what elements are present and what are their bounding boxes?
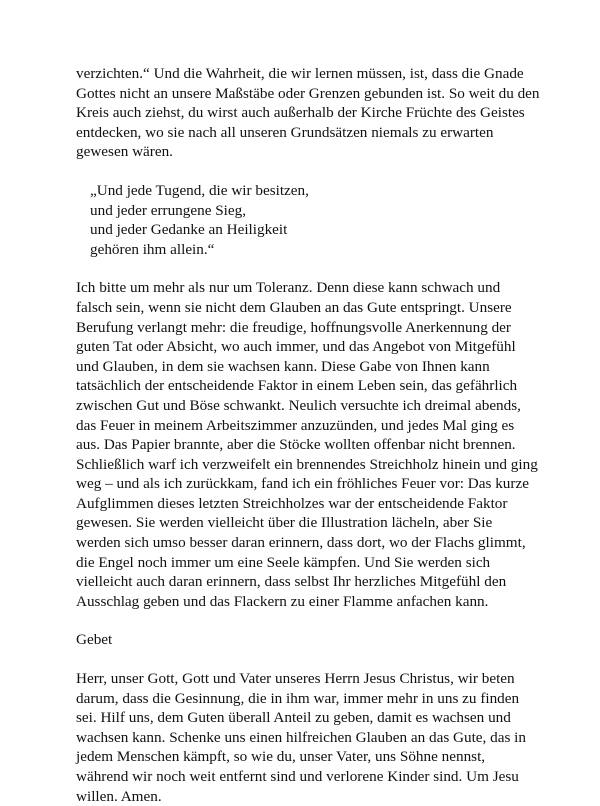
- paragraph-intro: [76, 64, 544, 162]
- text-line: sei. Hilf uns, dem Guten überall Anteil zu geben, damit es wachsen und: [76, 709, 511, 727]
- paragraph-prayer: [76, 669, 544, 806]
- text-line: aus. Das Papier brannte, aber die Stöcke wollten offenbar nicht brennen.: [76, 436, 516, 454]
- poem-line: „Und jede Tugend, die wir besitzen,: [90, 181, 309, 199]
- text-line: die Engel noch immer um eine Seele kämpfen. Und Sie werden sich: [76, 553, 491, 571]
- text-line: jedem Menschen kämpft, so wie du, unser Vater, uns Söhne nennst,: [76, 748, 486, 766]
- text-line: Schließlich warf ich verzweifelt ein brennendes Streichholz hinein und ging: [76, 455, 538, 473]
- paragraph-tolerance: [76, 278, 544, 611]
- text-line: zwischen Gut und Böse schwankt. Neulich versuchte ich dreimal abends,: [76, 396, 521, 414]
- text-line: darum, dass die Gesinnung, die in ihm war, immer mehr in uns zu finden: [76, 689, 520, 707]
- text-line: weg – und als ich zurückkam, fand ich ein fröhliches Feuer vor: Das kurze: [76, 475, 529, 493]
- text-line: verzichten.“ Und die Wahrheit, die wir lernen müssen, ist, dass die Gnade: [76, 65, 524, 82]
- poem-line: gehören ihm allein.“: [90, 240, 215, 258]
- text-line: während wir noch weit entfernt sind und verlorene Kinder sind. Um Jesu: [76, 768, 519, 785]
- text-line: falsch sein, wenn sie nicht dem Glauben an das Gute entspringt. Unsere: [76, 298, 512, 316]
- text-line: Gottes nicht an unsere Maßstäbe oder Grenzen gebunden ist. So weit du den: [76, 84, 540, 102]
- section-heading: Gebet: [76, 631, 113, 649]
- text-line: wachsen kann. Schenke uns einen hilfreichen Glauben an das Gute, das in: [76, 728, 526, 746]
- poem-line: und jeder Gedanke an Heiligkeit: [90, 221, 288, 239]
- document-page: [76, 64, 544, 806]
- text-line: guten Tat oder Absicht, wo auch immer, und das Angebot von Mitgefühl: [76, 338, 516, 356]
- text-line: gewesen wären.: [76, 143, 173, 161]
- text-line: Aufglimmen dieses letzten Streichholzes war der entscheidende Faktor: [76, 494, 508, 512]
- text-line: werden sich umso besser daran erinnern, dass dort, wo der Flachs glimmt,: [76, 534, 526, 552]
- text-line: tatsächlich der entscheidende Faktor in einem Leben sein, das gefährlich: [76, 377, 518, 395]
- text-line: und Glauben, in dem sie wachsen kann. Diese Gabe von Ihnen kann: [76, 357, 490, 375]
- text-line: Kreis auch ziehst, du wirst auch außerhalb der Kirche Früchte des Geistes: [76, 104, 525, 122]
- text-line: Herr, unser Gott, Gott und Vater unseres Herrn Jesus Christus, wir beten: [76, 670, 515, 688]
- text-line: Ausschlag geben und das Flackern zu einer Flamme anfachen kann.: [76, 592, 489, 610]
- poem-line: und jeder errungene Sieg,: [90, 201, 247, 219]
- text-line: Berufung verlangt mehr: die freudige, hoffnungsvolle Anerkennung der: [76, 318, 511, 336]
- text-line: Ich bitte um mehr als nur um Toleranz. Denn diese kann schwach und: [76, 279, 501, 297]
- text-line: vielleicht auch daran erinnern, dass selbst Ihr herzliches Mitgefühl den: [76, 573, 507, 591]
- text-line: das Feuer in meinem Arbeitszimmer anzuzünden, und jedes Mal ging es: [76, 416, 515, 434]
- text-line: entdecken, wo sie nach all unseren Grundsätzen niemals zu erwarten: [76, 123, 494, 141]
- text-line: willen. Amen.: [76, 787, 162, 805]
- text-line: gewesen. Sie werden vielleicht über die Illustration lächeln, aber Sie: [76, 514, 493, 532]
- poem-quote: [76, 181, 544, 259]
